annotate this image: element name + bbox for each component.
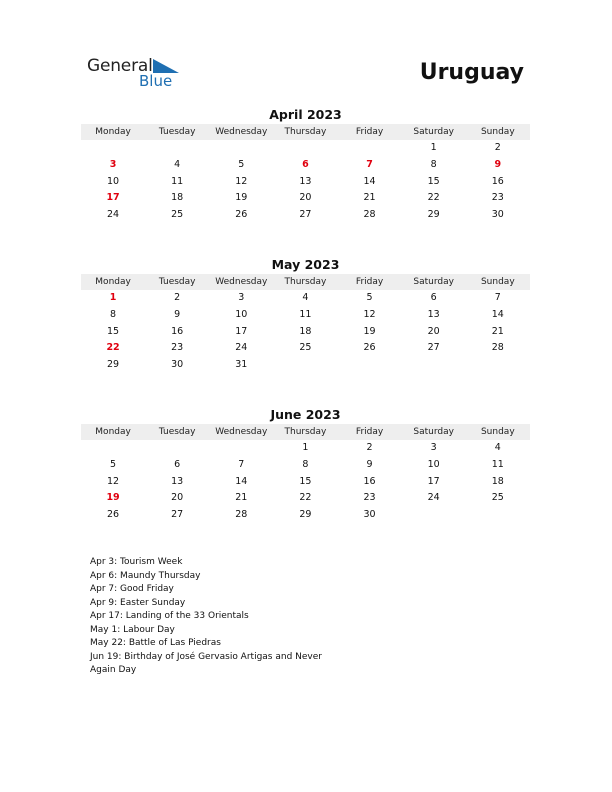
day-cell: 20	[427, 325, 440, 337]
day-cell: 6	[174, 458, 181, 470]
holiday-note: Jun 19: Birthday of José Gervasio Artigas and Never	[90, 651, 322, 662]
day-cell: 18	[491, 475, 504, 487]
day-cell: 3	[430, 442, 437, 453]
day-cell: 31	[235, 359, 248, 371]
week-row	[81, 207, 530, 224]
day-cell: 28	[235, 509, 248, 521]
day-cell: 27	[427, 342, 440, 354]
weekday-label: Tuesday	[158, 127, 196, 137]
day-cell: 25	[299, 342, 312, 354]
month-block	[81, 406, 530, 524]
day-cell: 5	[366, 292, 373, 303]
holiday-day-cell: 6	[302, 158, 309, 170]
day-cell: 26	[363, 342, 376, 354]
day-cell	[209, 440, 273, 457]
day-cell: 26	[107, 509, 120, 521]
day-cell	[466, 357, 530, 374]
day-cell: 27	[171, 509, 184, 521]
day-cell: 21	[491, 325, 504, 337]
day-cell	[338, 140, 402, 157]
day-cell: 8	[110, 308, 117, 320]
day-cell: 11	[491, 458, 504, 470]
day-cell: 24	[235, 342, 248, 354]
weekday-header-row	[81, 124, 530, 140]
week-row	[81, 490, 530, 507]
weekday-label: Thursday	[284, 127, 327, 137]
day-cell: 23	[363, 492, 376, 504]
day-cell	[81, 440, 145, 457]
day-cell: 12	[363, 308, 376, 320]
weekday-header-row	[81, 274, 530, 290]
day-cell: 10	[235, 308, 248, 320]
holiday-note: Apr 9: Easter Sunday	[90, 597, 186, 608]
logo-triangle-icon	[153, 59, 179, 73]
week-row	[81, 440, 530, 457]
day-cell	[466, 507, 530, 524]
month-title: June 2023	[270, 407, 341, 422]
day-cell: 29	[107, 359, 120, 371]
day-cell	[145, 440, 209, 457]
day-cell: 24	[427, 492, 440, 504]
week-row	[81, 457, 530, 474]
day-cell: 23	[171, 342, 184, 354]
day-cell: 4	[494, 442, 501, 453]
day-cell	[273, 357, 337, 374]
day-cell: 7	[238, 458, 245, 470]
weekday-label: Thursday	[284, 427, 327, 437]
day-cell: 2	[494, 142, 501, 153]
day-cell: 22	[427, 192, 440, 204]
day-cell: 8	[430, 158, 437, 170]
week-row	[81, 324, 530, 341]
month-block	[81, 106, 530, 224]
day-cell: 12	[235, 175, 248, 187]
day-cell: 25	[491, 492, 504, 504]
weekday-label: Sunday	[480, 427, 515, 437]
weekday-label: Saturday	[413, 277, 454, 287]
week-row	[81, 157, 530, 174]
week-row	[81, 340, 530, 357]
day-cell: 1	[430, 142, 437, 153]
holiday-day-cell: 9	[494, 158, 502, 170]
holiday-note: May 1: Labour Day	[90, 624, 175, 635]
day-cell: 25	[171, 209, 184, 221]
day-cell: 23	[491, 192, 504, 204]
day-cell: 14	[235, 475, 248, 487]
weekday-header-row	[81, 424, 530, 440]
day-cell: 29	[427, 209, 440, 221]
holiday-day-cell: 3	[109, 158, 117, 170]
holiday-day-cell: 1	[109, 292, 117, 303]
day-cell: 18	[299, 325, 312, 337]
day-cell: 13	[299, 175, 312, 187]
holiday-note: May 22: Battle of Las Piedras	[90, 638, 221, 648]
day-cell: 16	[363, 475, 376, 487]
day-cell: 4	[302, 292, 309, 303]
day-cell	[209, 140, 273, 157]
day-cell: 7	[494, 292, 501, 303]
day-cell: 28	[363, 209, 376, 221]
week-row	[81, 474, 530, 491]
logo-text-general: General	[87, 56, 153, 76]
day-cell: 30	[171, 359, 184, 371]
day-cell: 16	[491, 175, 504, 187]
day-cell: 11	[171, 175, 184, 187]
week-row	[81, 140, 530, 157]
day-cell: 10	[107, 175, 120, 187]
day-cell: 19	[235, 192, 248, 204]
weekday-label: Wednesday	[215, 127, 268, 137]
week-row	[81, 174, 530, 191]
day-cell: 6	[430, 292, 437, 303]
holiday-note: Apr 3: Tourism Week	[90, 557, 183, 567]
day-cell: 28	[491, 342, 504, 354]
day-cell: 14	[491, 308, 504, 320]
month-title: April 2023	[269, 107, 342, 122]
day-cell: 17	[427, 475, 440, 487]
day-cell: 2	[174, 292, 181, 303]
weekday-label: Saturday	[413, 427, 454, 437]
day-cell: 11	[299, 308, 312, 320]
day-cell: 27	[299, 209, 312, 221]
weekday-label: Sunday	[480, 127, 515, 137]
weekday-label: Sunday	[480, 277, 515, 287]
weekday-label: Tuesday	[158, 277, 196, 287]
day-cell	[402, 357, 466, 374]
day-cell: 26	[235, 209, 248, 221]
day-cell: 19	[363, 325, 376, 337]
day-cell	[338, 357, 402, 374]
day-cell: 5	[238, 158, 245, 170]
day-cell: 22	[299, 492, 312, 504]
weekday-label: Saturday	[413, 127, 454, 137]
day-cell: 21	[363, 192, 376, 204]
day-cell: 8	[302, 458, 309, 470]
holiday-note: Apr 6: Maundy Thursday	[90, 570, 201, 581]
day-cell: 15	[299, 475, 312, 487]
day-cell: 4	[174, 158, 181, 170]
weekday-label: Friday	[355, 427, 384, 437]
day-cell: 3	[238, 292, 245, 303]
day-cell: 13	[171, 475, 184, 487]
day-cell	[81, 140, 145, 157]
day-cell: 20	[299, 192, 312, 204]
day-cell: 16	[171, 325, 184, 337]
day-cell: 2	[366, 442, 373, 453]
day-cell	[402, 507, 466, 524]
day-cell: 18	[171, 192, 184, 204]
generalblue-logo	[87, 56, 187, 92]
weekday-label: Thursday	[284, 277, 327, 287]
week-row	[81, 357, 530, 374]
day-cell: 15	[427, 175, 440, 187]
holiday-day-cell: 19	[106, 492, 120, 504]
month-block	[81, 256, 530, 374]
day-cell: 20	[171, 492, 184, 504]
day-cell: 12	[107, 475, 120, 487]
holiday-day-cell: 22	[106, 342, 120, 354]
holiday-day-cell: 7	[366, 158, 373, 170]
holiday-notes	[90, 556, 340, 678]
weekday-label: Tuesday	[158, 427, 196, 437]
month-title: May 2023	[271, 257, 340, 272]
day-cell: 1	[302, 442, 309, 453]
day-cell: 9	[174, 308, 181, 320]
weekday-label: Friday	[355, 127, 384, 137]
weekday-label: Monday	[95, 277, 131, 287]
day-cell: 14	[363, 175, 376, 187]
week-row	[81, 507, 530, 524]
week-row	[81, 190, 530, 207]
day-cell: 10	[427, 458, 440, 470]
holiday-notes-list	[90, 556, 340, 678]
day-cell: 24	[107, 209, 120, 221]
day-cell: 17	[235, 325, 248, 337]
day-cell: 30	[491, 209, 504, 221]
week-row	[81, 307, 530, 324]
day-cell: 13	[427, 308, 440, 320]
country-title: Uruguay	[419, 60, 524, 85]
weekday-label: Wednesday	[215, 277, 268, 287]
holiday-note: Apr 17: Landing of the 33 Orientals	[90, 611, 249, 621]
holiday-note: Again Day	[90, 665, 137, 675]
day-cell: 15	[107, 325, 120, 337]
weekday-label: Monday	[95, 427, 131, 437]
day-cell: 9	[366, 458, 373, 470]
holiday-note: Apr 7: Good Friday	[90, 584, 174, 594]
day-cell: 5	[110, 458, 117, 470]
weekday-label: Friday	[355, 277, 384, 287]
day-cell: 29	[299, 509, 312, 521]
day-cell	[273, 140, 337, 157]
logo-text-blue: Blue	[139, 72, 173, 90]
day-cell: 21	[235, 492, 248, 504]
day-cell	[145, 140, 209, 157]
weekday-label: Wednesday	[215, 427, 268, 437]
day-cell: 30	[363, 509, 376, 521]
holiday-day-cell: 17	[106, 192, 120, 204]
weekday-label: Monday	[95, 127, 131, 137]
week-row	[81, 290, 530, 307]
